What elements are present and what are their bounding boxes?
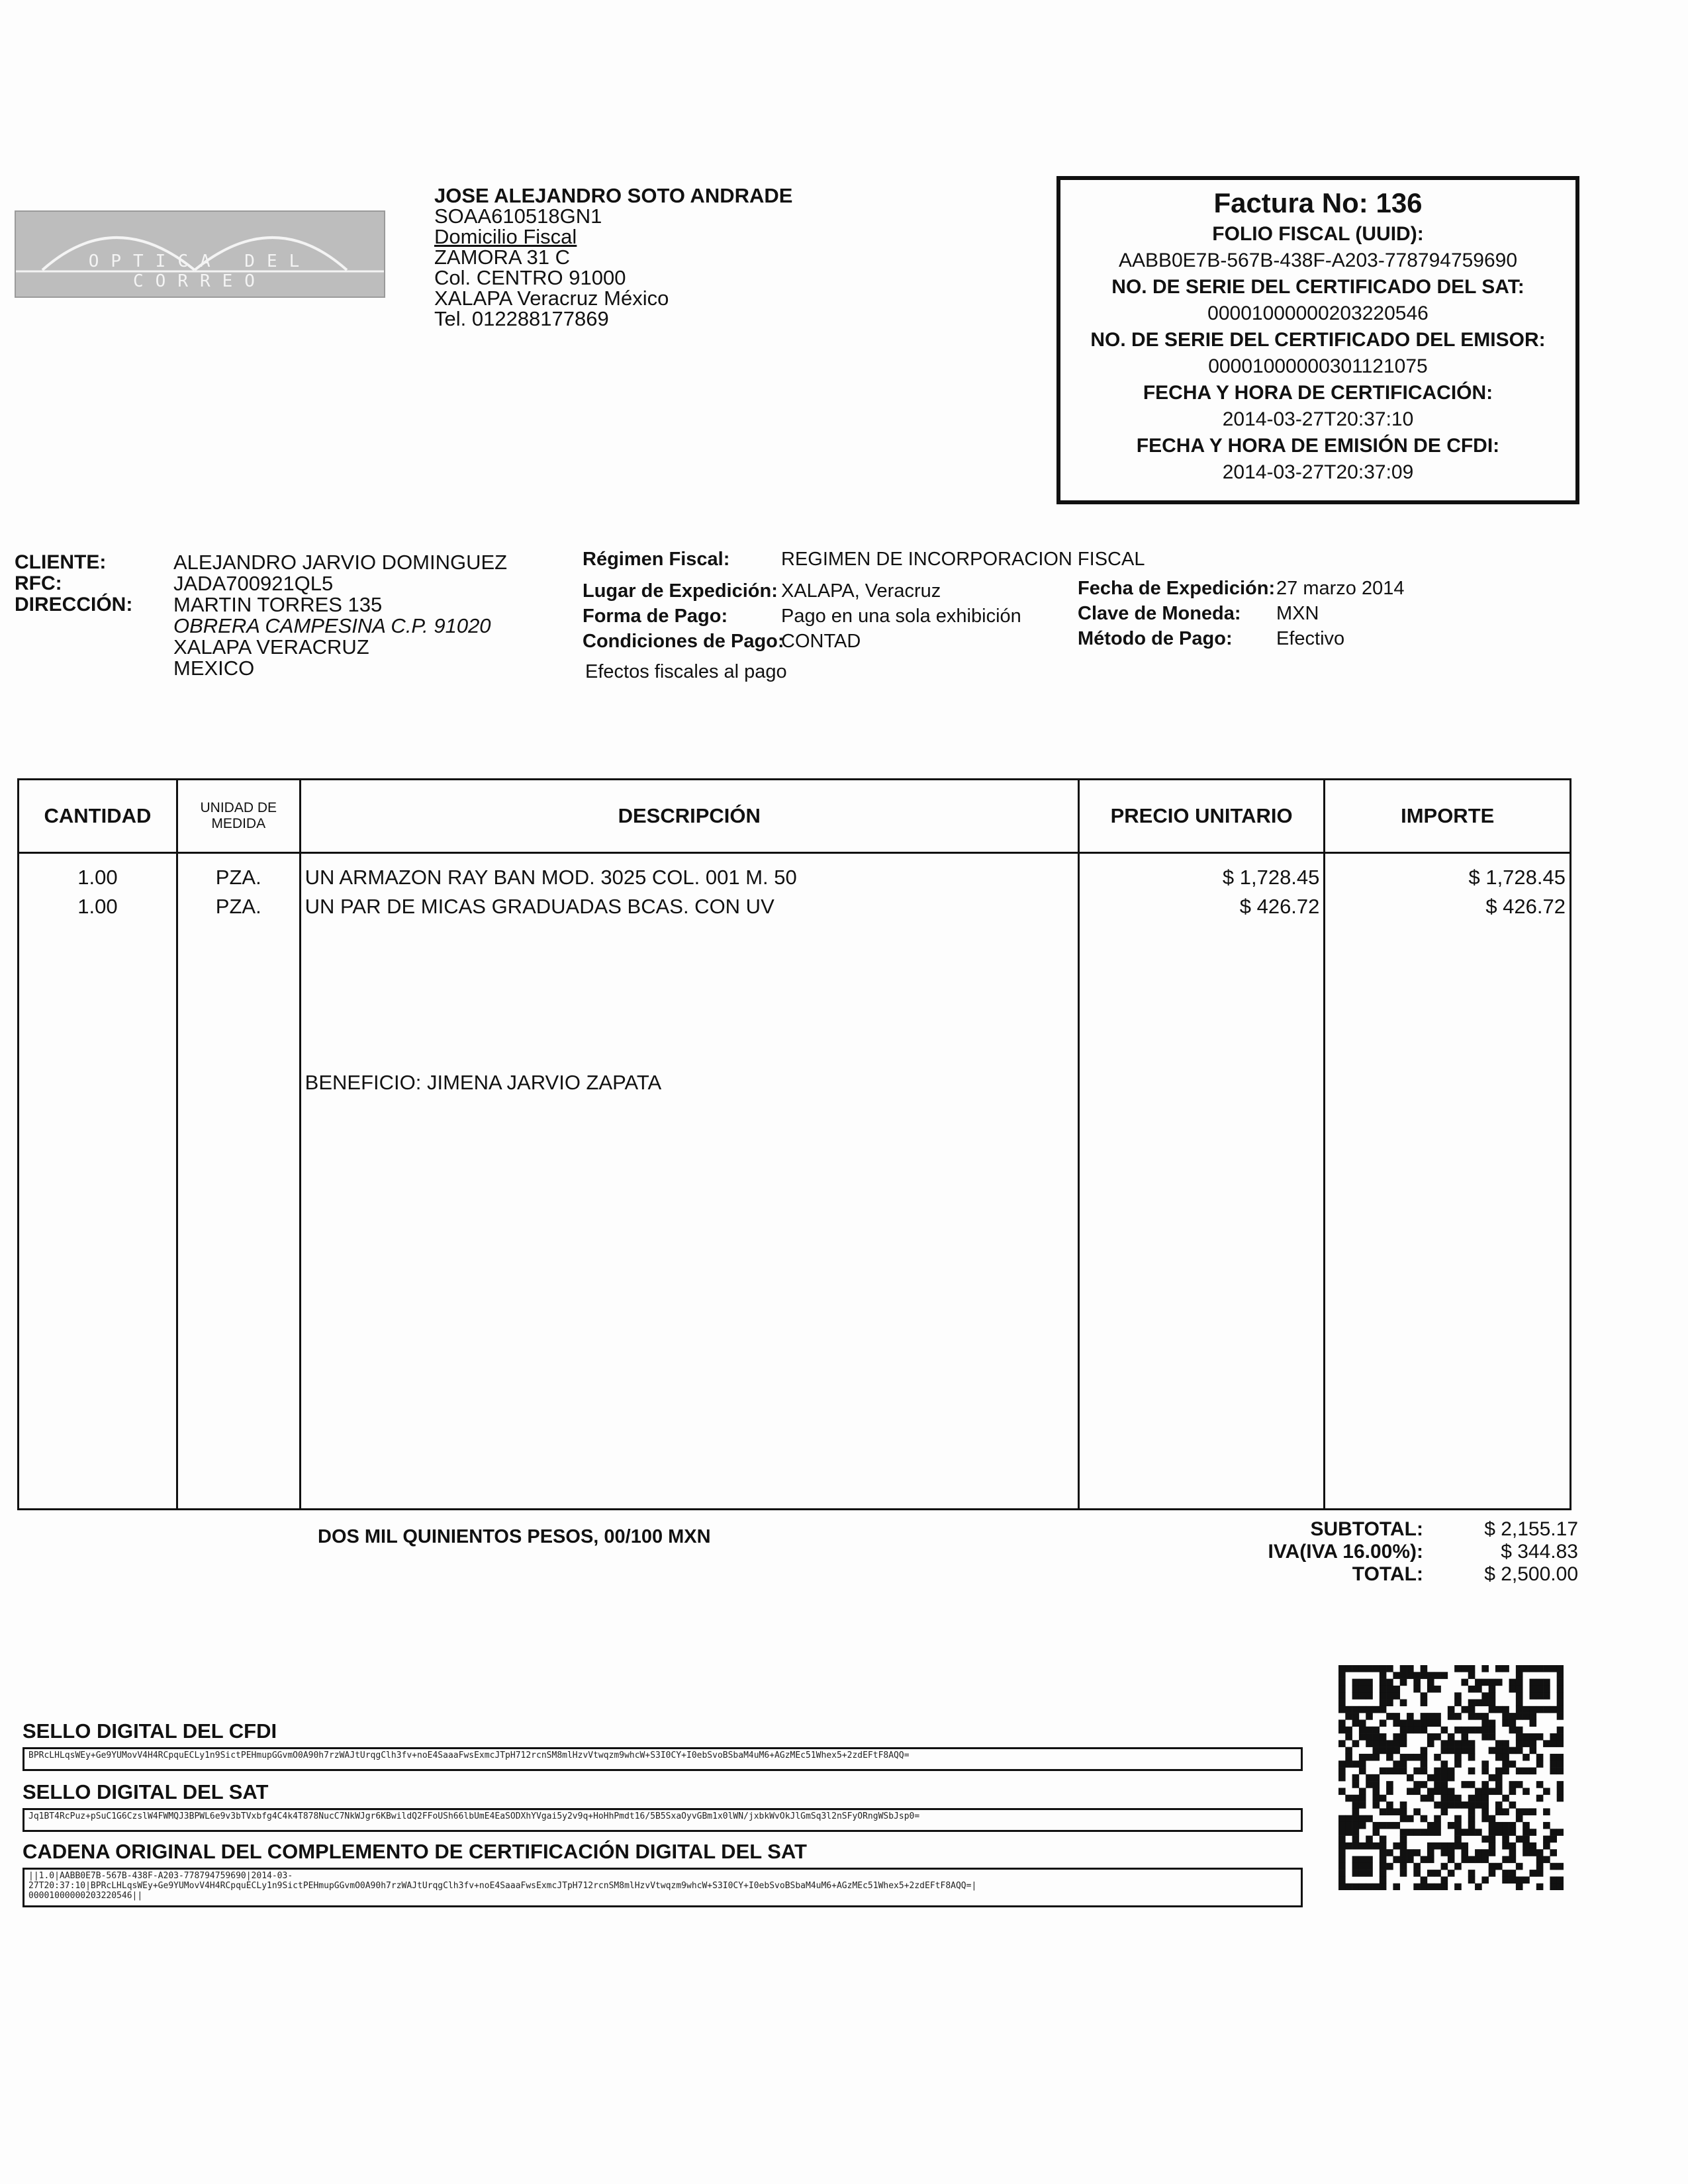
row-2-unidad: PZA. bbox=[215, 895, 261, 918]
issuer-city: XALAPA Veracruz México bbox=[434, 287, 669, 310]
regimen-label: Régimen Fiscal: bbox=[583, 549, 730, 570]
client-address-4: MEXICO bbox=[173, 657, 255, 680]
row-1-importe: $ 1,728.45 bbox=[1468, 866, 1566, 889]
issuer-street: ZAMORA 31 C bbox=[434, 246, 570, 269]
forma-label: Forma de Pago: bbox=[583, 606, 728, 627]
client-rfc: JADA700921QL5 bbox=[173, 572, 334, 595]
invoice-number: Factura No: 136 bbox=[1213, 187, 1423, 218]
sello-cfdi-box bbox=[23, 1747, 1303, 1771]
forma-value: Pago en una sola exhibición bbox=[781, 606, 1021, 627]
issuer-phone: Tel. 012288177869 bbox=[434, 307, 609, 330]
amount-in-words: DOS MIL QUINIENTOS PESOS, 00/100 MXN bbox=[318, 1526, 711, 1547]
sat-serial-value: 00001000000203220546 bbox=[1207, 302, 1429, 324]
subtotal-label: SUBTOTAL: bbox=[1310, 1518, 1423, 1540]
iva-label: IVA(IVA 16.00%): bbox=[1268, 1541, 1423, 1563]
sello-cfdi-value: BPRcLHLqsWEy+Ge9YUMovV4H4RCpquECLy1n9SictPEHmupGGvmO0A90h7rzWAJtUrqgClh3fv+noE4SaaaFwsExmcJTpH712rcnSM8mlHzvVtwqzm9whcW+S3I0CY+I0ebSvoBSbaM4uM6+AGzMEc51Whex5+2zdEFtF8AQQ= bbox=[28, 1751, 910, 1760]
header-importe: IMPORTE bbox=[1325, 780, 1571, 853]
client-values bbox=[173, 552, 507, 679]
cadena-box bbox=[23, 1868, 1303, 1907]
moneda-label: Clave de Moneda: bbox=[1078, 603, 1241, 624]
issuer-rfc: SOAA610518GN1 bbox=[434, 205, 602, 228]
total-label: TOTAL: bbox=[1352, 1563, 1423, 1585]
client-address-3: XALAPA VERACRUZ bbox=[173, 635, 369, 659]
sello-sat-label: SELLO DIGITAL DEL SAT bbox=[23, 1780, 269, 1803]
row-1-cantidad: 1.00 bbox=[77, 866, 118, 889]
condiciones-label: Condiciones de Pago: bbox=[583, 631, 784, 652]
cert-date-label: FECHA Y HORA DE CERTIFICACIÓN: bbox=[1143, 382, 1493, 404]
header-descripcion: DESCRIPCIÓN bbox=[300, 780, 1078, 853]
cadena-line-3: 00001000000203220546|| bbox=[28, 1891, 143, 1901]
table-header-row bbox=[19, 780, 1571, 853]
issuer-domicilio-label: Domicilio Fiscal bbox=[434, 225, 577, 248]
client-labels bbox=[15, 552, 132, 615]
row-2-precio: $ 426.72 bbox=[1239, 895, 1320, 918]
sello-cfdi-label: SELLO DIGITAL DEL CFDI bbox=[23, 1719, 277, 1743]
lugar-label: Lugar de Expedición: bbox=[583, 580, 778, 602]
issuer-serial-label: NO. DE SERIE DEL CERTIFICADO DEL EMISOR: bbox=[1090, 329, 1546, 351]
items-table bbox=[17, 778, 1571, 1510]
client-address-label: DIRECCIÓN: bbox=[15, 594, 133, 615]
invoice-header-box bbox=[1056, 176, 1579, 504]
condiciones-value: CONTAD bbox=[781, 631, 861, 652]
cadena-label: CADENA ORIGINAL DEL COMPLEMENTO DE CERTIFICACIÓN DIGITAL DEL SAT bbox=[23, 1840, 807, 1863]
qr-code-icon bbox=[1338, 1665, 1564, 1890]
issuer-name: JOSE ALEJANDRO SOTO ANDRADE bbox=[434, 184, 793, 207]
beneficio-note: BENEFICIO: JIMENA JARVIO ZAPATA bbox=[305, 1071, 662, 1094]
folio-value: AABB0E7B-567B-438F-A203-778794759690 bbox=[1118, 250, 1518, 271]
table-body-row bbox=[19, 853, 1571, 1510]
issuer-serial-value: 00001000000301121075 bbox=[1208, 355, 1428, 377]
logo-text: OPTICA DEL CORREO bbox=[88, 251, 312, 291]
header-precio: PRECIO UNITARIO bbox=[1078, 780, 1325, 853]
metodo-value: Efectivo bbox=[1276, 628, 1345, 649]
sello-sat-box bbox=[23, 1808, 1303, 1832]
metodo-label: Método de Pago: bbox=[1078, 628, 1233, 649]
fecha-exp-value: 27 marzo 2014 bbox=[1276, 578, 1405, 599]
client-rfc-label: RFC: bbox=[15, 572, 62, 594]
moneda-value: MXN bbox=[1276, 603, 1319, 624]
totals-values bbox=[1430, 1518, 1578, 1586]
header-unidad: UNIDAD DE MEDIDA bbox=[177, 780, 300, 853]
efectos-text: Efectos fiscales al pago bbox=[585, 661, 787, 682]
row-2-importe: $ 426.72 bbox=[1485, 895, 1566, 918]
client-name: ALEJANDRO JARVIO DOMINGUEZ bbox=[173, 551, 508, 574]
emission-date-value: 2014-03-27T20:37:09 bbox=[1222, 461, 1414, 483]
cadena-line-1: ||1.0|AABB0E7B-567B-438F-A203-778794759690|2014-03- bbox=[28, 1871, 293, 1881]
client-label: CLIENTE: bbox=[15, 551, 107, 573]
client-address-1: MARTIN TORRES 135 bbox=[173, 593, 383, 616]
row-2-cantidad: 1.00 bbox=[77, 895, 118, 918]
totals-labels bbox=[1205, 1518, 1423, 1586]
folio-label: FOLIO FISCAL (UUID): bbox=[1212, 223, 1424, 245]
cadena-line-2: 27T20:37:10|BPRcLHLqsWEy+Ge9YUMovV4H4RCpquECLy1n9SictPEHmupGGvmO0A90h7rzWAJtUrqgClh3fv+noE4SaaaFwsExmcJTpH712rcnSM8mlHzvVtwqzm9whcW+S3I0CY+I0ebSvoBSbaM4uM6+AGzMEc51Whex5+2zdEFtF8AQQ=| bbox=[28, 1881, 977, 1891]
subtotal-value: $ 2,155.17 bbox=[1484, 1518, 1578, 1540]
total-value: $ 2,500.00 bbox=[1484, 1563, 1578, 1585]
row-1-descripcion: UN ARMAZON RAY BAN MOD. 3025 COL. 001 M. 50 bbox=[305, 866, 797, 889]
issuer-info bbox=[434, 185, 792, 329]
sello-sat-value: Jq1BT4RcPuz+pSuC1G6CzslW4FWMQJ3BPWL6e9v3bTVxbfg4C4k4T878NucC7NkWJgr6KBwildQ2FFoUSh66lbUmE4EaSODXhYVgai5y2v9q+HoHhPmdt16/5B5SxaOyvGBm1x0lWN/jxbkWvOkJlGmSq3l2nSFyORngWSbJsp0= bbox=[28, 1811, 920, 1821]
emission-date-label: FECHA Y HORA DE EMISIÓN DE CFDI: bbox=[1136, 435, 1500, 457]
company-logo bbox=[15, 210, 385, 298]
row-1-unidad: PZA. bbox=[215, 866, 261, 889]
regimen-value: REGIMEN DE INCORPORACION FISCAL bbox=[781, 549, 1145, 570]
cert-date-value: 2014-03-27T20:37:10 bbox=[1222, 408, 1414, 430]
row-2-descripcion: UN PAR DE MICAS GRADUADAS BCAS. CON UV bbox=[305, 895, 774, 918]
row-1-precio: $ 1,728.45 bbox=[1222, 866, 1320, 889]
lugar-value: XALAPA, Veracruz bbox=[781, 580, 941, 602]
iva-value: $ 344.83 bbox=[1501, 1541, 1578, 1563]
issuer-colonia: Col. CENTRO 91000 bbox=[434, 266, 626, 289]
fecha-exp-label: Fecha de Expedición: bbox=[1078, 578, 1276, 599]
client-address-2: OBRERA CAMPESINA C.P. 91020 bbox=[173, 614, 491, 637]
header-cantidad: CANTIDAD bbox=[19, 780, 177, 853]
sat-serial-label: NO. DE SERIE DEL CERTIFICADO DEL SAT: bbox=[1111, 276, 1524, 298]
